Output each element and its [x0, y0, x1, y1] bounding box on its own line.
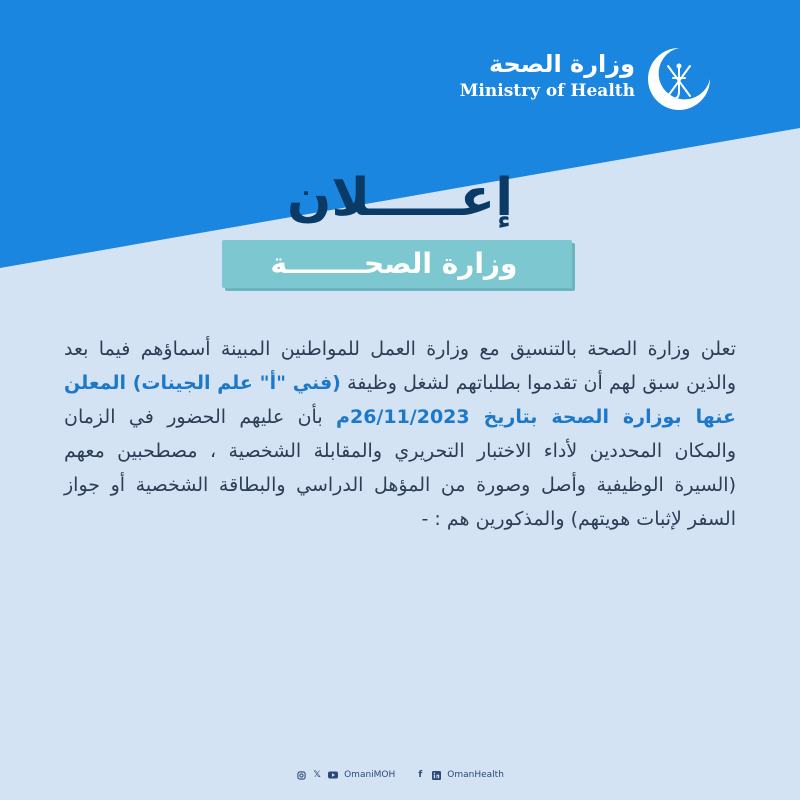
- linkedin-icon[interactable]: [431, 770, 441, 780]
- body-text-part1: تعلن وزارة الصحة بالتنسيق مع وزارة العمل للمواطنين المبينة أسماؤهم فيما بعد والذين سبق لهم أن تقدموا بطلباتهم لشغل وظيفة: [64, 338, 736, 394]
- announcement-body: [64, 332, 736, 536]
- ribbon-label: وزارة الصحــــــــة: [270, 247, 518, 280]
- x-icon[interactable]: 𝕏: [313, 770, 321, 780]
- job-title-highlight: (فني "أ" علم الجينات) المعلن عنها بوزارة الصحة بتاريخ 26/11/2023م: [64, 372, 736, 428]
- oman-khanjar-emblem-icon: [646, 46, 712, 112]
- instagram-icon[interactable]: [296, 770, 306, 780]
- footer-social: [0, 766, 800, 784]
- ministry-name-arabic: وزارة الصحة: [488, 50, 635, 78]
- handle-omanimoh[interactable]: OmaniMOH: [344, 770, 396, 780]
- ministry-name-english: Ministry of Health: [459, 81, 635, 101]
- handle-omanhealth[interactable]: OmanHealth: [447, 770, 504, 780]
- youtube-icon[interactable]: [328, 770, 338, 780]
- announcement-title: إعـــــلان: [286, 168, 514, 228]
- facebook-icon[interactable]: f: [418, 770, 423, 780]
- body-text-part2: بأن عليهم الحضور في الزمان والمكان المحددين لأداء الاختبار التحريري والمقابلة الشخصية ، مصطحبين معهم (السيرة الوظيفية وأصل وصورة من المؤهل الدراسي والبطاقة الشخصية أو جواز السفر لإثبات هويتهم) والمذكورين هم : -: [64, 406, 736, 530]
